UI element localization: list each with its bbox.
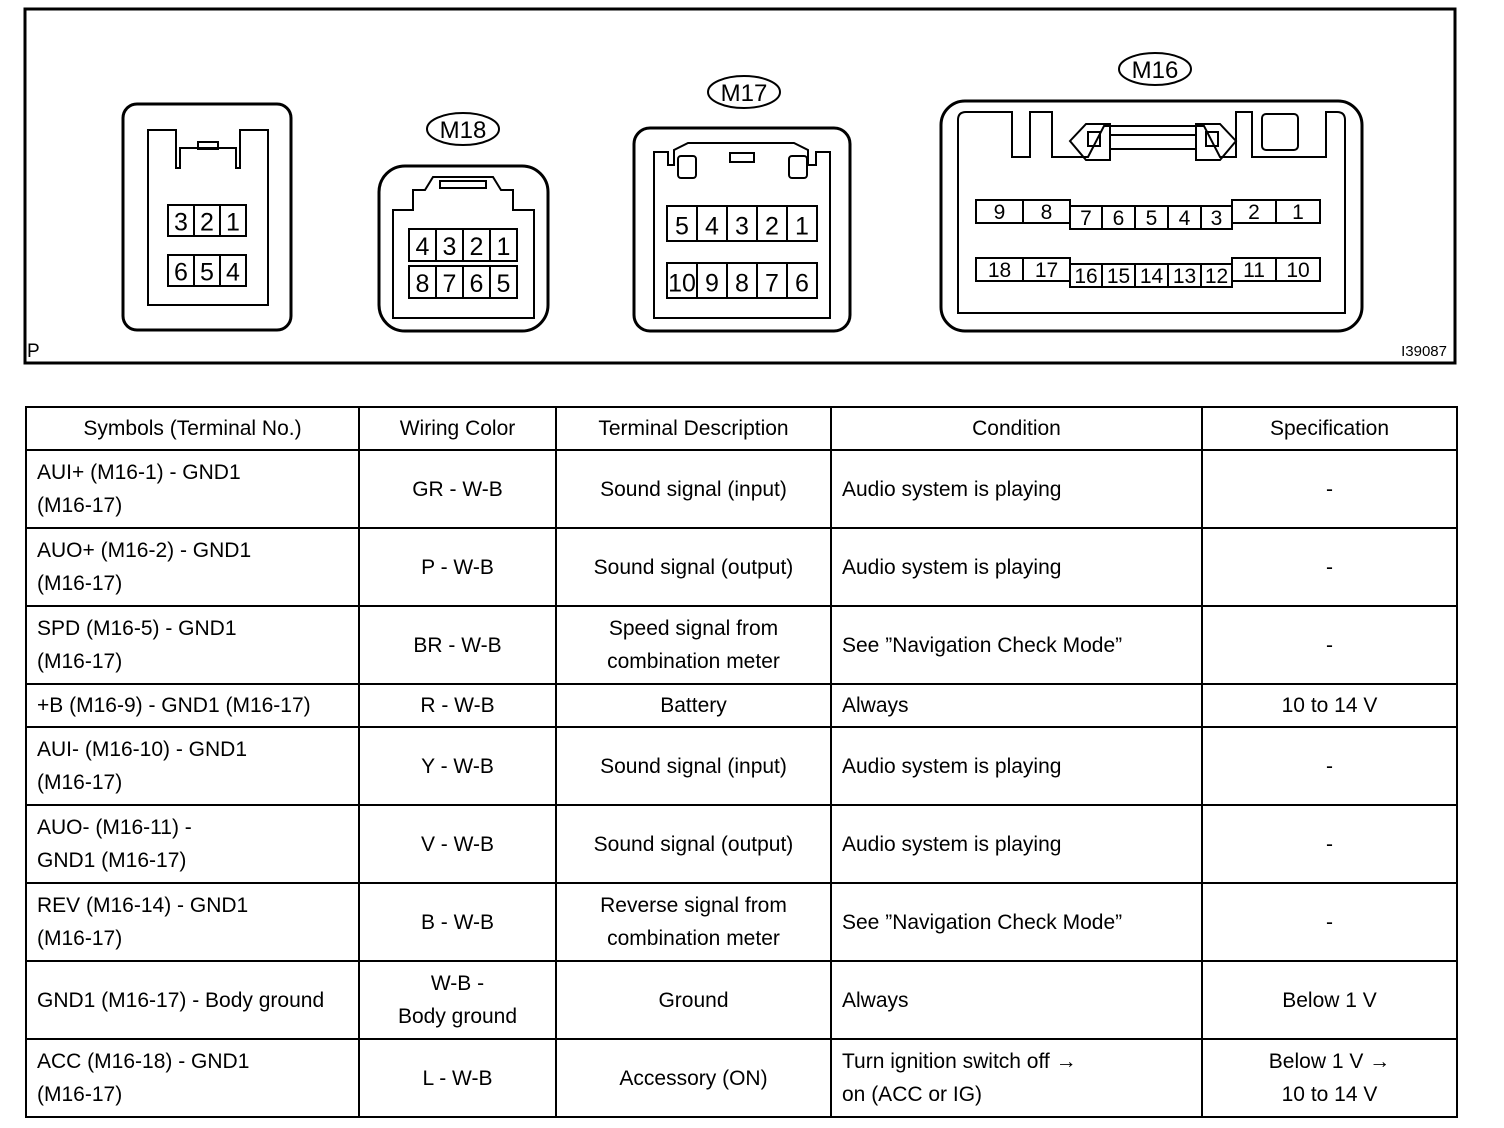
wiring-color-cell bbox=[359, 606, 556, 684]
pin-number: 6 bbox=[1112, 206, 1125, 230]
description-cell-text: Sound signal (output) bbox=[593, 555, 794, 579]
condition-cell bbox=[831, 528, 1202, 606]
table-row bbox=[26, 606, 1457, 684]
symbol-cell-text: ACC (M16-18) - GND1 (M16-17) bbox=[37, 1050, 250, 1106]
symbol-cell bbox=[26, 450, 359, 528]
header-specification: Specification bbox=[1202, 407, 1457, 450]
symbol-cell-text: AUI- (M16-10) - GND1 (M16-17) bbox=[37, 738, 248, 794]
wiring-color-cell bbox=[359, 528, 556, 606]
symbol-cell bbox=[26, 883, 359, 961]
description-cell bbox=[556, 805, 831, 883]
symbol-cell bbox=[26, 684, 359, 727]
description-cell bbox=[556, 961, 831, 1039]
wiring-color-cell bbox=[359, 727, 556, 805]
pin-number: 5 bbox=[200, 258, 214, 287]
symbol-cell bbox=[26, 606, 359, 684]
condition-cell-text: Always bbox=[842, 694, 909, 717]
pin-number: 2 bbox=[469, 233, 484, 262]
pin-number: 14 bbox=[1139, 264, 1164, 288]
pin-number: 5 bbox=[675, 212, 689, 241]
pin-number: 2 bbox=[765, 212, 779, 241]
symbol-cell-text: GND1 (M16-17) - Body ground bbox=[37, 988, 325, 1012]
symbol-cell-text: SPD (M16-5) - GND1 (M16-17) bbox=[37, 617, 237, 673]
description-cell bbox=[556, 450, 831, 528]
description-cell bbox=[556, 528, 831, 606]
specification-cell-text: - bbox=[1326, 555, 1333, 579]
description-cell-text: Battery bbox=[660, 694, 727, 717]
table-row bbox=[26, 1039, 1457, 1117]
specification-cell-text: Below 1 V bbox=[1282, 988, 1377, 1012]
condition-cell bbox=[831, 727, 1202, 805]
table-row bbox=[26, 961, 1457, 1039]
description-cell bbox=[556, 684, 831, 727]
pin-number: 4 bbox=[1178, 206, 1191, 230]
pin-number: 7 bbox=[765, 269, 779, 298]
description-cell bbox=[556, 727, 831, 805]
pin-number: 1 bbox=[795, 212, 809, 241]
pin-number: 13 bbox=[1172, 264, 1197, 288]
pin-grid-unlabeled bbox=[168, 205, 246, 286]
pin-number: 3 bbox=[1210, 206, 1223, 230]
pin-number: 3 bbox=[174, 208, 188, 237]
symbol-cell-text: +B (M16-9) - GND1 (M16-17) bbox=[37, 694, 311, 717]
pin-number: 18 bbox=[987, 258, 1012, 282]
pin-number: 3 bbox=[735, 212, 749, 241]
wiring-color-cell-text: W-B - Body ground bbox=[397, 972, 518, 1028]
condition-cell-text: Audio system is playing bbox=[842, 754, 1062, 778]
specification-cell bbox=[1202, 1039, 1457, 1117]
description-cell-text: Ground bbox=[658, 988, 729, 1012]
pin-grid-m17 bbox=[667, 206, 817, 298]
pin-number: 6 bbox=[795, 269, 809, 298]
table-row bbox=[26, 450, 1457, 528]
condition-cell bbox=[831, 883, 1202, 961]
specification-cell bbox=[1202, 450, 1457, 528]
table-header-row bbox=[26, 407, 1457, 450]
pin-number: 6 bbox=[174, 258, 188, 287]
specification-cell-text: - bbox=[1326, 754, 1333, 778]
pin-grid-m16 bbox=[976, 200, 1320, 288]
specification-cell-text: Below 1 V → 10 to 14 V bbox=[1268, 1050, 1391, 1106]
symbol-cell-text: AUO- (M16-11) - GND1 (M16-17) bbox=[37, 816, 192, 872]
pin-number: 15 bbox=[1106, 264, 1131, 288]
symbol-cell-text: AUO+ (M16-2) - GND1 (M16-17) bbox=[37, 539, 252, 595]
specification-cell-text: - bbox=[1326, 832, 1333, 856]
connector-label: M17 bbox=[720, 80, 768, 107]
pin-number: 7 bbox=[442, 270, 457, 299]
description-cell-text: Reverse signal from combination meter bbox=[600, 894, 787, 950]
header-terminal-description: Terminal Description bbox=[556, 407, 831, 450]
table-row bbox=[26, 684, 1457, 727]
description-cell-text: Sound signal (output) bbox=[593, 832, 794, 856]
pin-number: 1 bbox=[496, 233, 511, 262]
specification-cell bbox=[1202, 684, 1457, 727]
pin-number: 2 bbox=[200, 208, 214, 237]
wiring-color-cell-text: L - W-B bbox=[422, 1066, 493, 1090]
corner-label: P bbox=[27, 341, 40, 362]
pin-number: 7 bbox=[1080, 206, 1092, 230]
pin-number: 8 bbox=[735, 269, 749, 298]
specification-cell-text: - bbox=[1326, 910, 1333, 934]
wiring-color-cell-text: V - W-B bbox=[420, 832, 495, 856]
specification-cell-text: 10 to 14 V bbox=[1281, 694, 1378, 717]
pin-number: 12 bbox=[1204, 264, 1229, 288]
wiring-color-cell-text: R - W-B bbox=[420, 694, 495, 717]
pin-number: 3 bbox=[442, 233, 457, 262]
wiring-color-cell-text: BR - W-B bbox=[413, 633, 502, 657]
pin-number: 10 bbox=[668, 269, 696, 298]
symbol-cell bbox=[26, 528, 359, 606]
table-row bbox=[26, 528, 1457, 606]
connector-diagram bbox=[0, 0, 1504, 400]
pin-grid-m18 bbox=[409, 229, 517, 298]
wiring-color-cell-text: P - W-B bbox=[421, 555, 494, 579]
condition-cell bbox=[831, 1039, 1202, 1117]
table-row bbox=[26, 883, 1457, 961]
pin-number: 4 bbox=[415, 233, 430, 262]
pin-number: 8 bbox=[415, 270, 430, 299]
specification-cell bbox=[1202, 727, 1457, 805]
pin-number: 5 bbox=[1145, 206, 1158, 230]
wiring-color-cell-text: Y - W-B bbox=[421, 754, 494, 778]
pin-number: 2 bbox=[1248, 200, 1260, 224]
specification-cell bbox=[1202, 883, 1457, 961]
connector-label: M18 bbox=[439, 117, 487, 144]
condition-cell bbox=[831, 450, 1202, 528]
wiring-color-cell bbox=[359, 805, 556, 883]
condition-cell-text: See ”Navigation Check Mode” bbox=[842, 633, 1123, 657]
pin-number: 17 bbox=[1034, 258, 1059, 282]
wiring-color-cell bbox=[359, 961, 556, 1039]
condition-cell-text: Audio system is playing bbox=[842, 555, 1062, 579]
terminal-spec-table bbox=[25, 406, 1458, 1118]
symbol-cell-text: AUI+ (M16-1) - GND1 (M16-17) bbox=[37, 461, 241, 517]
wiring-color-cell-text: B - W-B bbox=[420, 910, 495, 934]
pin-number: 11 bbox=[1243, 258, 1265, 282]
pin-number: 4 bbox=[226, 258, 240, 287]
description-cell-text: Sound signal (input) bbox=[600, 477, 787, 501]
wiring-color-cell bbox=[359, 450, 556, 528]
condition-cell bbox=[831, 961, 1202, 1039]
figure-id: I39087 bbox=[1401, 343, 1447, 360]
description-cell bbox=[556, 883, 831, 961]
specification-cell bbox=[1202, 961, 1457, 1039]
symbol-cell bbox=[26, 805, 359, 883]
symbol-cell bbox=[26, 1039, 359, 1117]
wiring-color-cell bbox=[359, 1039, 556, 1117]
specification-cell bbox=[1202, 606, 1457, 684]
description-cell bbox=[556, 1039, 831, 1117]
pin-number: 5 bbox=[496, 270, 511, 299]
pin-number: 1 bbox=[1292, 200, 1304, 224]
pin-number: 8 bbox=[1040, 200, 1053, 224]
wiring-color-cell bbox=[359, 684, 556, 727]
condition-cell-text: Audio system is playing bbox=[842, 832, 1062, 856]
pin-number: 9 bbox=[993, 200, 1006, 224]
description-cell-text: Speed signal from combination meter bbox=[607, 617, 780, 673]
condition-cell-text: Audio system is playing bbox=[842, 477, 1062, 501]
condition-cell-text: See ”Navigation Check Mode” bbox=[842, 910, 1123, 934]
condition-cell bbox=[831, 606, 1202, 684]
specification-cell bbox=[1202, 805, 1457, 883]
specification-cell-text: - bbox=[1326, 477, 1333, 501]
description-cell-text: Accessory (ON) bbox=[619, 1066, 768, 1090]
description-cell-text: Sound signal (input) bbox=[600, 754, 787, 778]
wiring-color-cell-text: GR - W-B bbox=[412, 477, 503, 501]
header-condition: Condition bbox=[831, 407, 1202, 450]
diagram-frame bbox=[25, 9, 1455, 363]
table-row bbox=[26, 727, 1457, 805]
connector-m16 bbox=[941, 53, 1362, 331]
description-cell bbox=[556, 606, 831, 684]
symbol-cell-text: REV (M16-14) - GND1 (M16-17) bbox=[37, 894, 249, 950]
table-row bbox=[26, 805, 1457, 883]
pin-number: 1 bbox=[226, 208, 240, 237]
wiring-color-cell bbox=[359, 883, 556, 961]
condition-cell bbox=[831, 805, 1202, 883]
specification-cell bbox=[1202, 528, 1457, 606]
header-wiring-color: Wiring Color bbox=[359, 407, 556, 450]
header-symbols: Symbols (Terminal No.) bbox=[26, 407, 359, 450]
symbol-cell bbox=[26, 961, 359, 1039]
pin-number: 9 bbox=[705, 269, 719, 298]
condition-cell-text: Always bbox=[842, 988, 909, 1012]
condition-cell bbox=[831, 684, 1202, 727]
pin-number: 10 bbox=[1286, 258, 1310, 282]
specification-cell-text: - bbox=[1326, 633, 1333, 657]
connector-label: M16 bbox=[1131, 57, 1179, 84]
pin-number: 6 bbox=[469, 270, 484, 299]
pin-number: 4 bbox=[705, 212, 719, 241]
symbol-cell bbox=[26, 727, 359, 805]
pin-number: 16 bbox=[1074, 264, 1098, 288]
condition-cell-text: Turn ignition switch off → on (ACC or IG) bbox=[842, 1050, 1077, 1106]
